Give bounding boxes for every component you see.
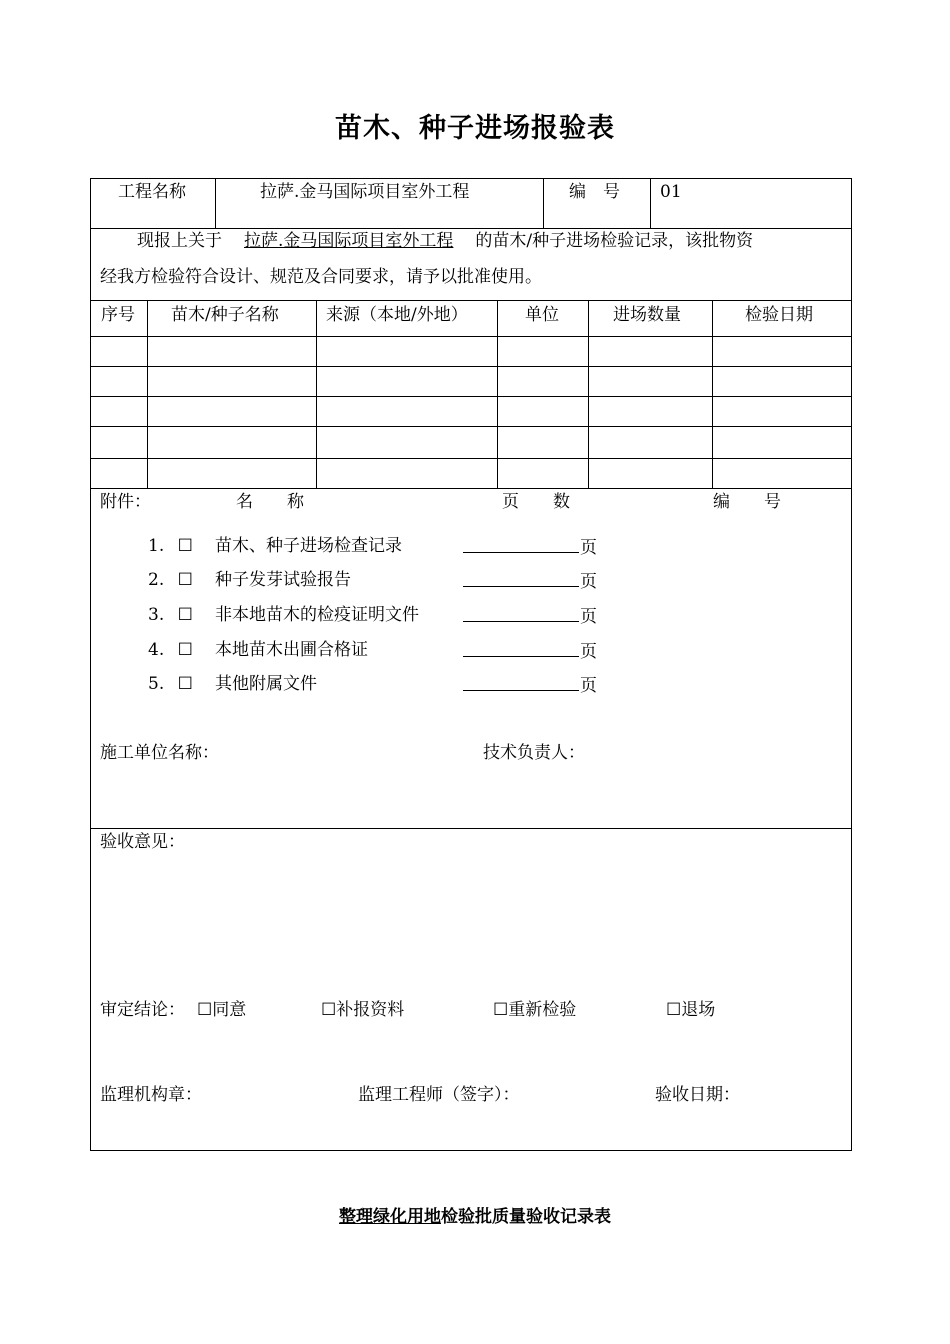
conclusion-label: 审定结论： [100,1000,185,1020]
list-item: 1. ☐ [148,536,193,556]
code-value: 01 [660,182,682,202]
divider [497,300,498,488]
attachments-col-code: 编 号 [713,492,781,512]
column-header: 检验日期 [745,305,813,325]
page-title: 苗木、种子进场报验表 [335,113,615,144]
divider [90,336,852,337]
divider [650,178,651,228]
attachment-pages: 页 [463,674,597,696]
border-right [851,178,852,1151]
attachment-name: 种子发芽试验报告 [215,570,351,590]
attachment-name: 苗木、种子进场检查记录 [215,536,402,556]
list-item: 4. ☐ [148,640,193,660]
attachment-name: 其他附属文件 [215,674,317,694]
divider [147,300,148,488]
code-label: 编 号 [569,182,620,202]
column-header: 来源（本地/外地） [326,305,468,325]
option-agree[interactable]: ☐同意 [197,1000,247,1020]
statement-suffix: 的苗木/种子进场检验记录，该批物资 [475,231,754,251]
opinion-label: 验收意见： [100,832,185,852]
engineer-label: 监理工程师（签字）： [358,1085,520,1105]
border-top [90,178,852,179]
divider [543,178,544,228]
column-header: 单位 [525,305,559,325]
checkbox-icon[interactable]: ☐ [177,640,193,660]
column-header: 苗木/种子名称 [171,305,279,325]
option-supplement[interactable]: ☐补报资料 [321,1000,405,1020]
project-name: 拉萨.金马国际项目室外工程 [260,182,470,202]
statement-line-2: 经我方检验符合设计、规范及合同要求，请予以批准使用。 [100,267,542,287]
attachments-col-name: 名 称 [236,492,304,512]
divider [90,228,852,229]
attachment-pages: 页 [463,570,597,592]
divider [90,458,852,459]
divider [90,366,852,367]
list-item: 5. ☐ [148,674,193,694]
attachments-label: 附件： [100,492,151,512]
attachment-pages: 页 [463,605,597,627]
border-bottom [90,1150,852,1151]
border-left [90,178,91,1151]
date-label: 验收日期： [655,1085,740,1105]
checkbox-icon[interactable]: ☐ [177,570,193,590]
statement-project: 拉萨.金马国际项目室外工程 [244,231,454,251]
divider [712,300,713,488]
attachment-name: 本地苗木出圃合格证 [215,640,368,660]
option-reinspect[interactable]: ☐重新检验 [493,1000,577,1020]
list-item: 2. ☐ [148,570,193,590]
contractor-label: 施工单位名称： [100,743,219,763]
stamp-label: 监理机构章： [100,1085,202,1105]
divider [90,488,852,489]
project-label: 工程名称 [118,182,186,202]
divider [90,300,852,301]
divider [90,828,852,829]
attachment-pages: 页 [463,536,597,558]
divider [215,178,216,228]
checkbox-icon[interactable]: ☐ [177,605,193,625]
tech-lead-label: 技术负责人： [483,743,585,763]
statement-line-1 [137,231,753,251]
attachments-col-pages: 页 数 [502,492,570,512]
checkbox-icon[interactable]: ☐ [177,536,193,556]
option-return[interactable]: ☐退场 [666,1000,716,1020]
attachment-name: 非本地苗木的检疫证明文件 [215,605,419,625]
statement-prefix: 现报上关于 [137,231,222,251]
checkbox-icon[interactable]: ☐ [177,674,193,694]
divider [588,300,589,488]
column-header: 序号 [101,305,135,325]
divider [90,396,852,397]
column-header: 进场数量 [613,305,681,325]
divider [316,300,317,488]
list-item: 3. ☐ [148,605,193,625]
attachment-pages: 页 [463,640,597,662]
divider [90,426,852,427]
footer-title: 整理绿化用地检验批质量验收记录表 [339,1207,611,1227]
